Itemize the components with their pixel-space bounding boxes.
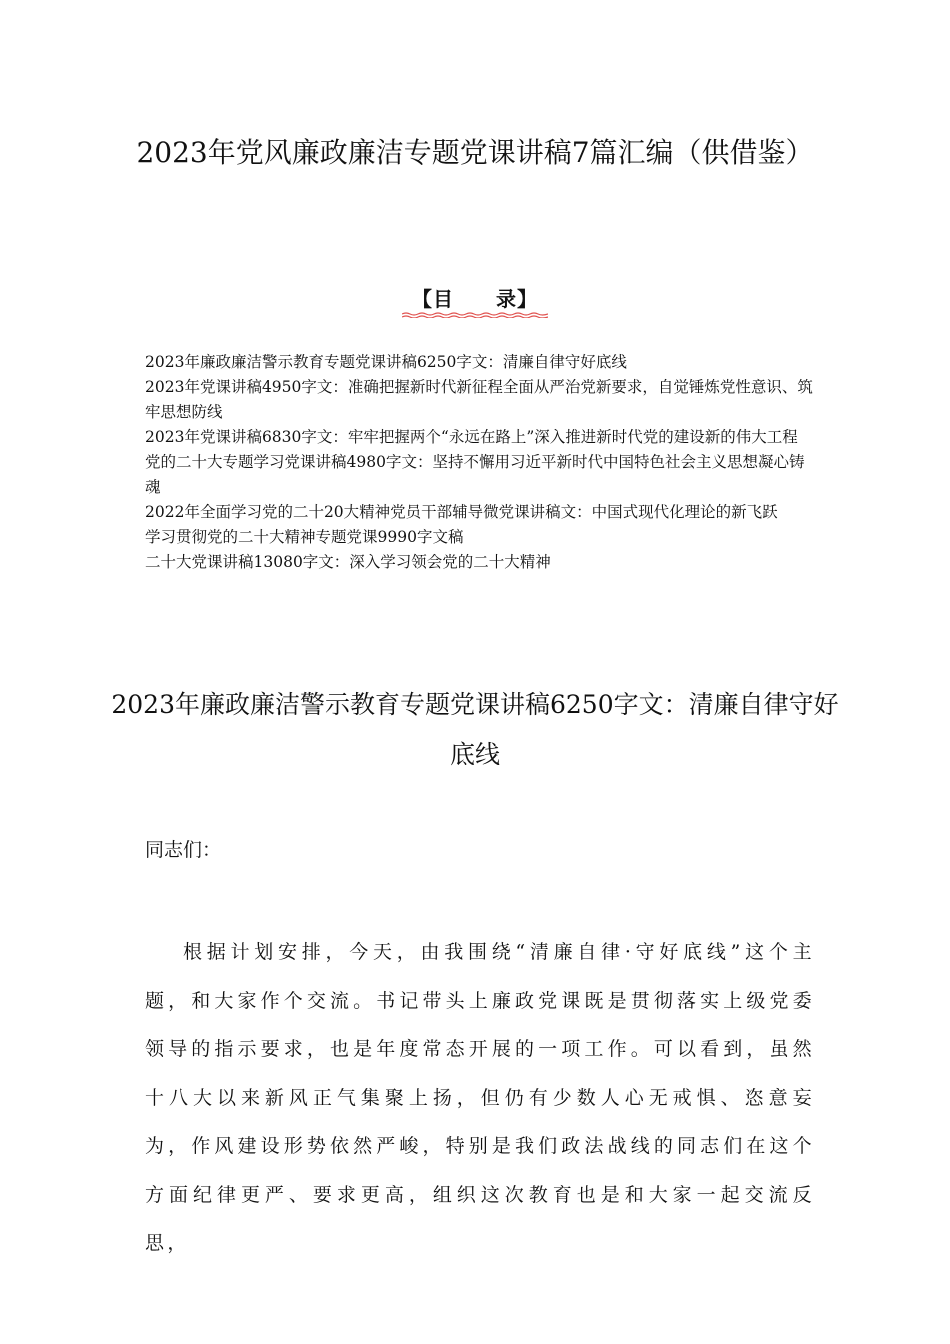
toc-item[interactable]: 学习贯彻党的二十大精神专题党课9990字文稿 xyxy=(145,528,464,546)
document-title: 2023年党风廉政廉洁专题党课讲稿7篇汇编（供借鉴） xyxy=(136,136,814,169)
toc-item[interactable]: 党的二十大专题学习党课讲稿4980字文：坚持不懈用习近平新时代中国特色社会主义思想凝心铸魂 xyxy=(145,453,805,496)
greeting: 同志们： xyxy=(145,839,222,861)
toc-item[interactable]: 2022年全面学习党的二十20大精神党员干部辅导微党课讲稿文：中国式现代化理论的新飞跃 xyxy=(145,503,778,521)
spellcheck-underline-icon xyxy=(402,312,548,318)
toc-item[interactable]: 二十大党课讲稿13080字文：深入学习领会党的二十大精神 xyxy=(145,553,551,571)
toc-item[interactable]: 2023年廉政廉洁警示教育专题党课讲稿6250字文：清廉自律守好底线 xyxy=(145,353,627,371)
toc-list xyxy=(145,350,813,575)
section-title: 2023年廉政廉洁警示教育专题党课讲稿6250字文：清廉自律守好底线 xyxy=(111,690,839,769)
toc-item[interactable]: 2023年党课讲稿4950字文：准确把握新时代新征程全面从严治党新要求，自觉锤炼党性意识、筑牢思想防线 xyxy=(145,378,813,421)
toc-item[interactable]: 2023年党课讲稿6830字文：牢牢把握两个“永远在路上”深入推进新时代党的建设新的伟大工程 xyxy=(145,428,798,446)
body-paragraph: 根据计划安排，今天，由我围绕“清廉自律·守好底线”这个主题，和大家作个交流。书记带头上廉政党课既是贯彻落实上级党委领导的指示要求，也是年度常态开展的一项工作。可以看到，虽然十八大以来新风正气集聚上扬，但仍有少数人心无戒惧、恣意妄为，作风建设形势依然严峻，特别是我们政法战线的同志们在这个方面纪律更严、要求更高，组织这次教育也是和大家一起交流反思， xyxy=(145,941,815,1254)
toc-heading: 【目 录】 xyxy=(412,287,538,311)
